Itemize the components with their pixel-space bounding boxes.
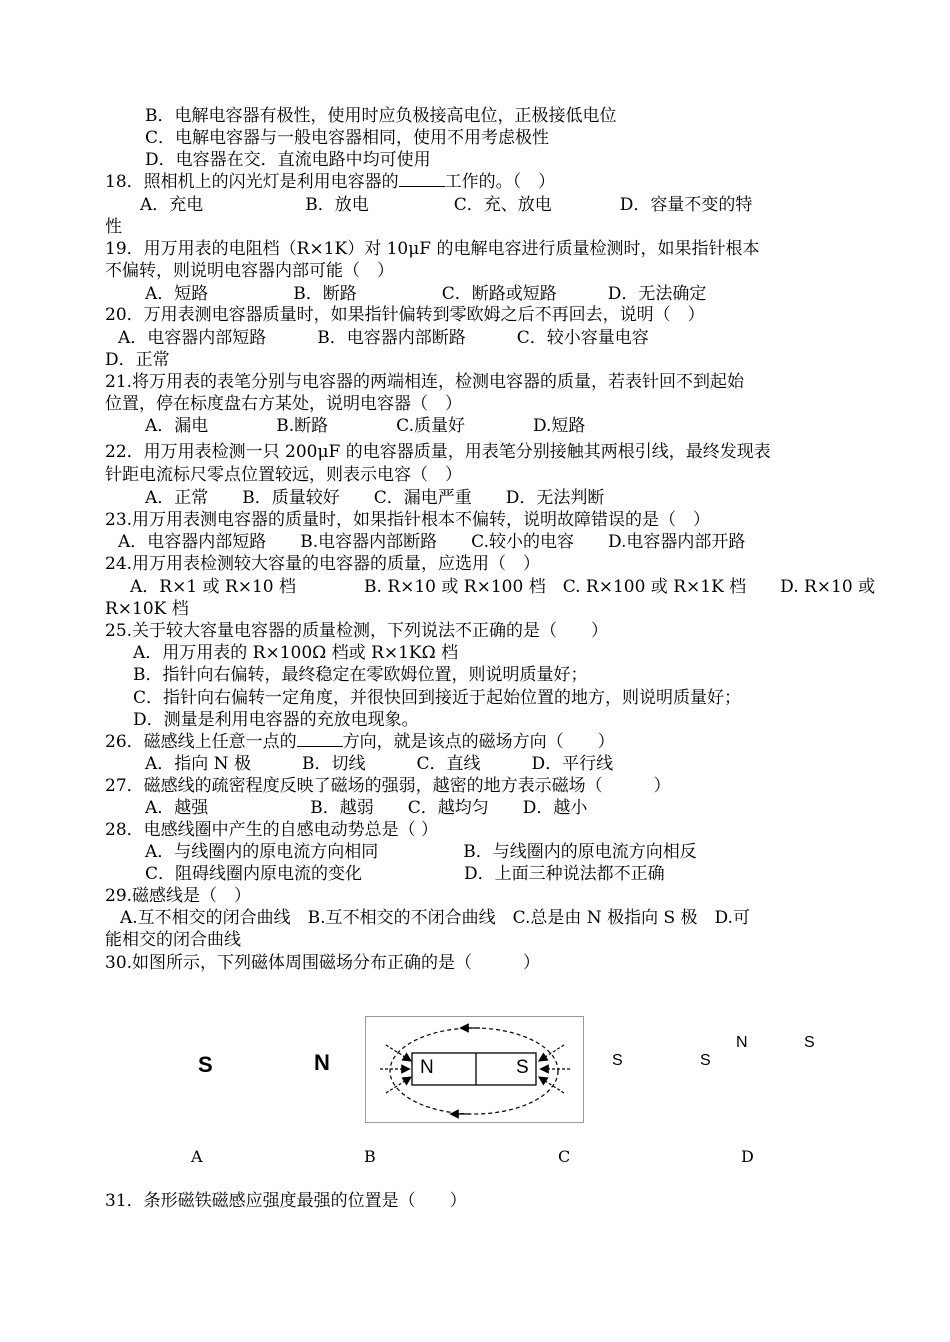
q28-options-ab: A．与线圈内的原电流方向相同 B．与线圈内的原电流方向相反 bbox=[145, 842, 697, 862]
q18-stem-part1: 18．照相机上的闪光灯是利用电容器的 bbox=[105, 172, 399, 192]
q29-options-wrap: 能相交的闭合曲线 bbox=[105, 930, 241, 950]
q19-stem-line2: 不偏转，则说明电容器内部可能（ ） bbox=[105, 261, 394, 281]
q20-options-wrap: D．正常 bbox=[105, 350, 170, 370]
q18-stem-part2: 工作的。（ ） bbox=[444, 172, 556, 192]
q22-stem-line2: 针距电流标尺零点位置较远，则表示电容（ ） bbox=[105, 465, 462, 485]
figure-label-a: A bbox=[191, 1147, 203, 1166]
q26-blank bbox=[297, 732, 343, 747]
q25-stem: 25.关于较大容量电容器的质量检测，下列说法不正确的是（ ） bbox=[105, 621, 609, 641]
q25-option-a: A．用万用表的 R×100Ω 档或 R×1KΩ 档 bbox=[133, 643, 459, 663]
q30-stem: 30.如图所示，下列磁体周围磁场分布正确的是（ ） bbox=[105, 953, 541, 973]
q19-stem-line1: 19．用万用表的电阻档（R×1K）对 10μF 的电解电容进行质量检测时，如果指针根本 bbox=[105, 239, 760, 259]
q27-stem: 27．磁感线的疏密程度反映了磁场的强弱，越密的地方表示磁场（ ） bbox=[105, 776, 671, 796]
q21-stem-line2: 位置，停在标度盘右方某处，说明电容器（ ） bbox=[105, 394, 462, 414]
figure-b-magnet-diagram bbox=[365, 1016, 584, 1123]
q31-stem: 31．条形磁铁磁感应强度最强的位置是（ ） bbox=[105, 1191, 467, 1211]
figure-d-pole-1: S bbox=[700, 1052, 711, 1069]
q29-options: A.互不相交的闭合曲线 B.互不相交的不闭合曲线 C.总是由 N 极指向 S 极 D.可 bbox=[120, 908, 750, 928]
q25-option-d: D．测量是利用电容器的充放电现象。 bbox=[133, 710, 419, 730]
figure-label-d: D bbox=[741, 1147, 754, 1166]
q26-stem bbox=[105, 731, 615, 753]
q24-options: A．R×1 或 R×10 档 B. R×10 或 R×100 档 C. R×100 或 R×1K 档 D. R×10 或 bbox=[130, 577, 876, 597]
figure-label-c: C bbox=[558, 1147, 571, 1166]
q22-options: A．正常 B．质量较好 C．漏电严重 D．无法判断 bbox=[145, 488, 605, 508]
q24-options-wrap: R×10K 档 bbox=[105, 599, 189, 619]
q29-stem: 29.磁感线是（ ） bbox=[105, 886, 252, 906]
figure-d-pole-2: N bbox=[736, 1034, 748, 1051]
q17-option-c: C．电解电容器与一般电容器相同，使用不用考虑极性 bbox=[145, 128, 550, 148]
q18-options-wrap: 性 bbox=[105, 217, 122, 237]
field-arrow-left-3 bbox=[386, 1079, 408, 1093]
q22-stem-line1: 22．用万用表检测一只 200μF 的电容器质量，用表笔分别接触其两根引线，最终发现表 bbox=[105, 442, 771, 462]
q28-stem: 28．电感线圈中产生的自感电动势总是（ ） bbox=[105, 820, 439, 840]
q26-stem-part2: 方向，就是该点的磁场方向（ ） bbox=[342, 732, 615, 752]
q23-stem: 23.用万用表测电容器的质量时，如果指针根本不偏转，说明故障错误的是（ ） bbox=[105, 510, 711, 530]
q19-options: A．短路 B．断路 C．断路或短路 D．无法确定 bbox=[145, 284, 707, 304]
figure-a-left-pole: S bbox=[198, 1052, 213, 1077]
q18-options: A．充电 B．放电 C．充、放电 D．容量不变的特 bbox=[140, 195, 753, 215]
figure-c-pole: S bbox=[612, 1052, 623, 1069]
q25-option-c: C．指针向右偏转一定角度，并很快回到接近于起始位置的地方，则说明质量好； bbox=[133, 688, 742, 708]
q18-stem bbox=[105, 171, 555, 193]
q21-options: A．漏电 B.断路 C.质量好 D.短路 bbox=[145, 416, 586, 436]
q26-options: A．指向 N 极 B．切线 C．直线 D．平行线 bbox=[145, 754, 614, 774]
figure-b-north-pole: N bbox=[420, 1057, 434, 1078]
q17-option-d: D．电容器在交．直流电路中均可使用 bbox=[145, 150, 431, 170]
q27-options: A．越强 B．越弱 C．越均匀 D．越小 bbox=[145, 798, 588, 818]
figure-b-south-pole: S bbox=[516, 1057, 529, 1078]
figure-a-right-pole: N bbox=[314, 1050, 330, 1075]
q20-stem: 20．万用表测电容器质量时，如果指针偏转到零欧姆之后不再回去，说明（ ） bbox=[105, 305, 705, 325]
figure-d-pole-3: S bbox=[804, 1034, 815, 1051]
q24-stem: 24.用万用表检测较大容量的电容器的质量，应选用（ ） bbox=[105, 554, 541, 574]
q26-stem-part1: 26．磁感线上任意一点的 bbox=[105, 732, 297, 752]
figure-label-b: B bbox=[364, 1147, 376, 1166]
q18-blank bbox=[399, 172, 445, 187]
q20-options: A．电容器内部短路 B．电容器内部断路 C．较小容量电容 bbox=[118, 328, 649, 348]
q25-option-b: B．指针向右偏转，最终稳定在零欧姆位置，则说明质量好； bbox=[133, 665, 588, 685]
q28-options-cd: C．阻碍线圈内原电流的变化 D．上面三种说法都不正确 bbox=[145, 864, 665, 884]
q17-option-b: B．电解电容器有极性，使用时应负极接高电位，正极接低电位 bbox=[145, 106, 617, 126]
q21-stem-line1: 21.将万用表的表笔分别与电容器的两端相连，检测电容器的质量，若表针回不到起始 bbox=[105, 372, 745, 392]
q23-options: A．电容器内部短路 B.电容器内部断路 C.较小的电容 D.电容器内部开路 bbox=[118, 532, 746, 552]
